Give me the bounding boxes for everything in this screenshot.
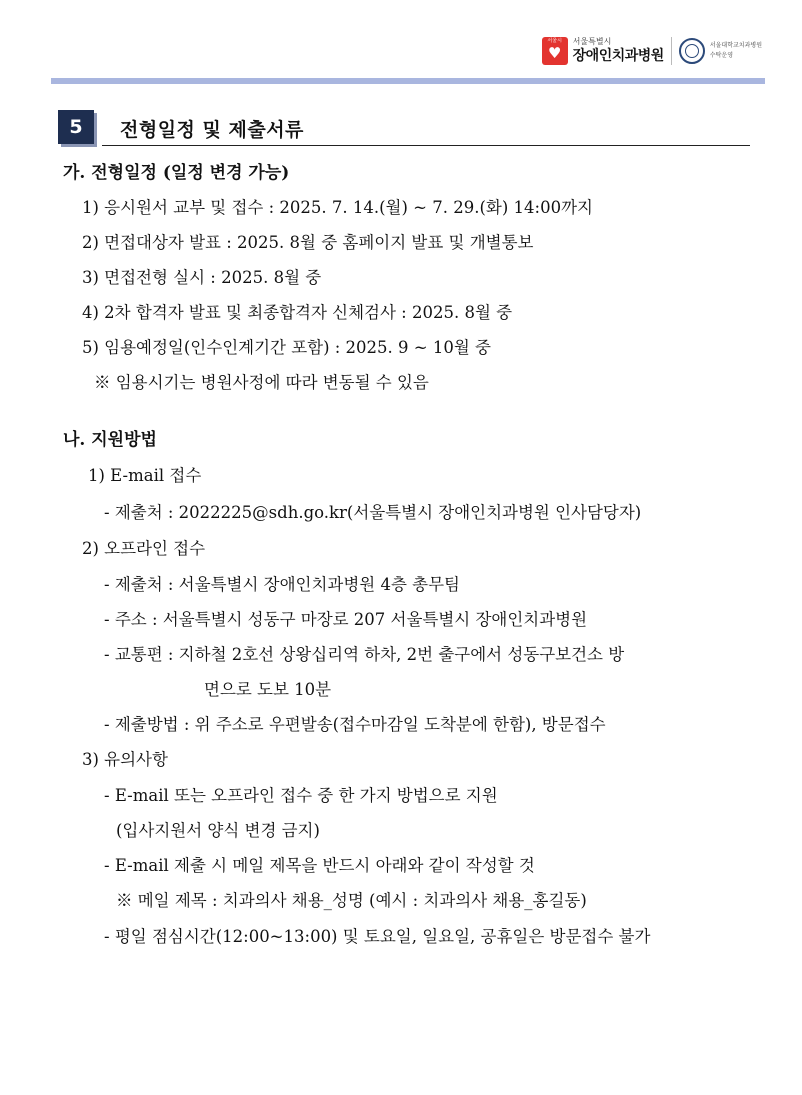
section-number: 5 (58, 110, 94, 144)
section-header (58, 108, 750, 146)
header-divider-bar (51, 78, 765, 84)
university-seal-icon (679, 38, 705, 64)
hospital-logo (542, 37, 664, 65)
schedule-item: 3) 면접전형 실시 : 2025. 8월 중 (82, 268, 322, 287)
note-item: - E-mail 제출 시 메일 제목을 반드시 아래와 같이 작성할 것 (104, 856, 535, 875)
notes-title: 3) 유의사항 (82, 750, 168, 769)
badge-small-text: 서울시 (547, 38, 562, 44)
offline-address: - 주소 : 서울특별시 성동구 마장로 207 서울특별시 장애인치과병원 (104, 610, 588, 629)
snu-logo-line2: 수탁운영 (709, 52, 734, 59)
offline-title: 2) 오프라인 접수 (82, 539, 206, 558)
offline-destination: - 제출처 : 서울특별시 장애인치과병원 4층 총무팀 (104, 575, 460, 594)
schedule-item: 4) 2차 합격자 발표 및 최종합격자 신체검사 : 2025. 8월 중 (82, 303, 513, 322)
schedule-heading: 가. 전형일정 (일정 변경 가능) (63, 163, 290, 183)
offline-transit-cont: 면으로 도보 10분 (204, 680, 332, 699)
header-logos (542, 34, 762, 68)
note-item: - 평일 점심시간(12:00~13:00) 및 토요일, 일요일, 공휴일은 방문접수 불가 (104, 927, 651, 946)
snu-dental-logo (679, 38, 762, 64)
logo-divider (671, 37, 672, 65)
offline-transit: - 교통편 : 지하철 2호선 상왕십리역 하차, 2번 출구에서 성동구보건소 방 (104, 645, 625, 664)
logo-city-text: 서울특별시 (572, 37, 612, 46)
heart-icon: ♥ (547, 44, 562, 62)
section-title: 전형일정 및 제출서류 (120, 119, 304, 141)
note-item-cont: ※ 메일 제목 : 치과의사 채용_성명 (예시 : 치과의사 채용_홍길동) (116, 891, 587, 910)
offline-submit-method: - 제출방법 : 위 주소로 우편발송(접수마감일 도착분에 한함), 방문접수 (104, 715, 606, 734)
schedule-item: 5) 임용예정일(인수인계기간 포함) : 2025. 9 ~ 10월 중 (82, 338, 491, 357)
note-item: - E-mail 또는 오프라인 접수 중 한 가지 방법으로 지원 (104, 786, 498, 805)
method-heading: 나. 지원방법 (63, 430, 157, 450)
section-underline (102, 145, 750, 146)
logo-hospital-name: 장애인치과병원 (572, 48, 664, 64)
email-destination: - 제출처 : 2022225@sdh.go.kr(서울특별시 장애인치과병원 인사담당자) (104, 503, 642, 522)
email-title: 1) E-mail 접수 (88, 466, 202, 485)
schedule-item: 2) 면접대상자 발표 : 2025. 8월 중 홈페이지 발표 및 개별통보 (82, 233, 534, 252)
schedule-note: ※ 임용시기는 병원사정에 따라 변동될 수 있음 (94, 373, 429, 392)
note-item-cont: (입사지원서 양식 변경 금지) (116, 821, 320, 840)
snu-logo-line1: 서울대학교치과병원 (709, 42, 762, 49)
seoul-heart-badge (542, 37, 568, 65)
schedule-item: 1) 응시원서 교부 및 접수 : 2025. 7. 14.(월) ~ 7. 29.(화) 14:00까지 (82, 198, 593, 217)
